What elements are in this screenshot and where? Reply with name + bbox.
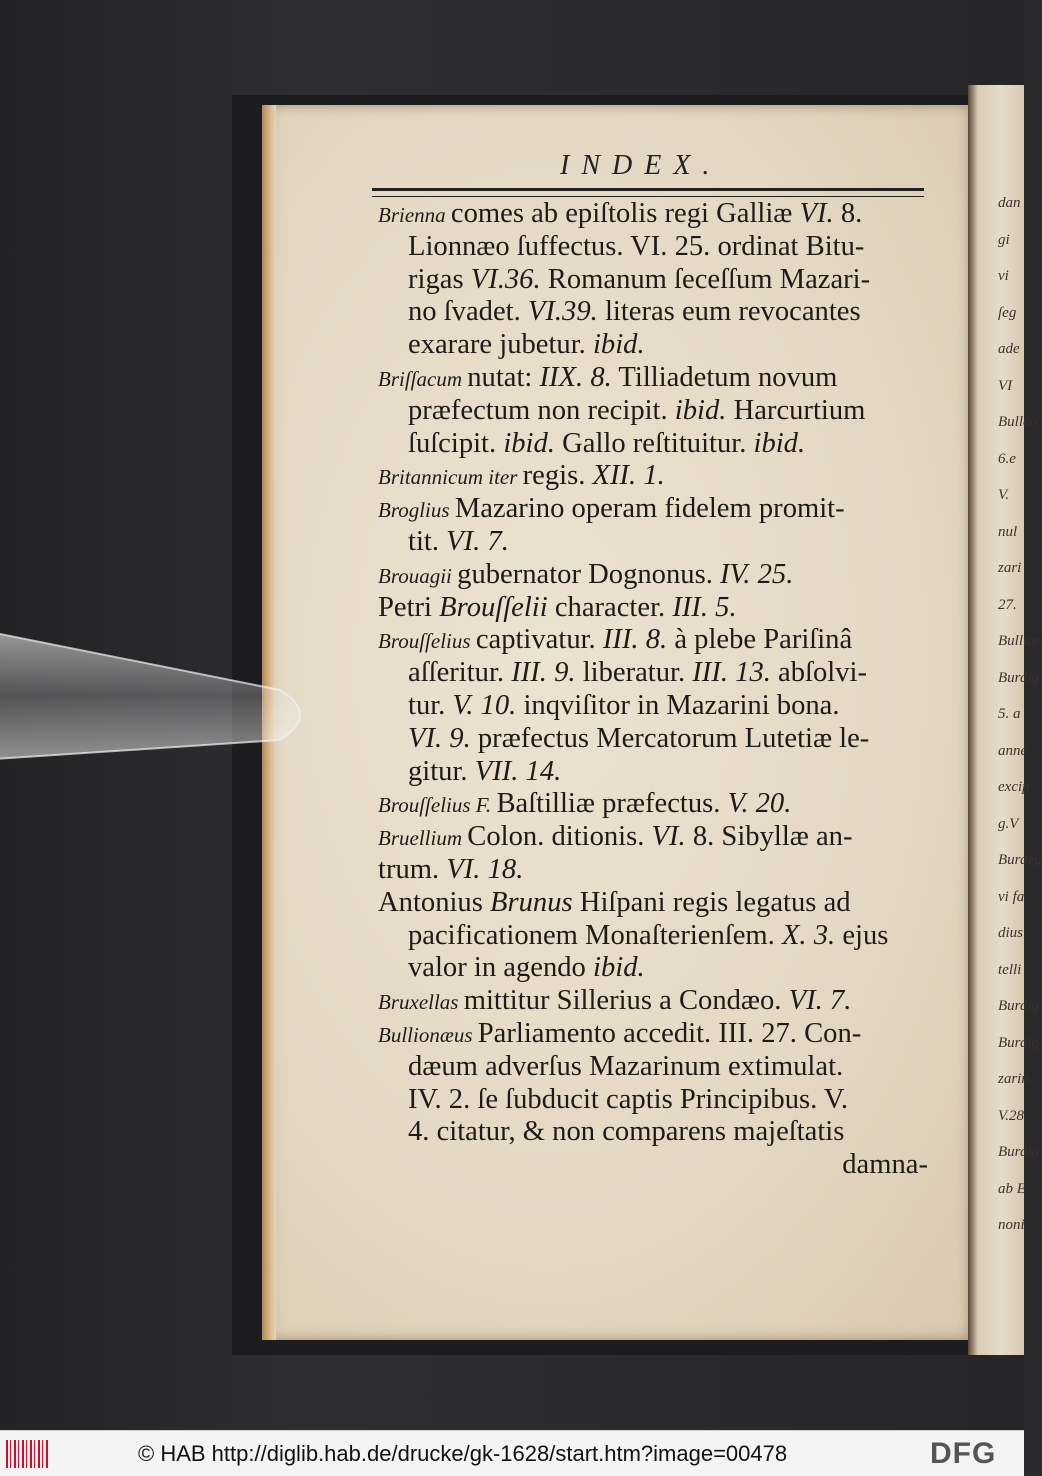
index-line	[378, 624, 928, 657]
index-line	[378, 1051, 928, 1084]
page-gutter-edge	[262, 105, 276, 1340]
adjacent-page-fragment: ade	[998, 341, 1020, 357]
index-reference: III. 5.	[672, 591, 737, 623]
adjacent-page-fragment: anne	[998, 742, 1028, 759]
index-text: exarare jubetur.	[408, 329, 593, 361]
index-line	[378, 460, 928, 493]
index-line	[378, 952, 928, 985]
index-line	[378, 723, 928, 756]
index-reference: V. 10.	[452, 689, 517, 721]
index-line	[378, 329, 928, 362]
index-text: ejus	[835, 919, 889, 951]
index-text: gubernator Dognonus.	[457, 558, 720, 590]
library-logo-icon	[6, 1440, 48, 1468]
header-rule	[372, 188, 924, 197]
index-line	[378, 559, 928, 592]
index-reference: ibid.	[753, 427, 806, 459]
index-line	[378, 395, 928, 428]
index-text: mittitur Sillerius a Condæo.	[463, 985, 789, 1017]
index-text: character.	[547, 591, 673, 623]
adjacent-page-fragment: Burdig	[998, 669, 1040, 686]
index-text: Tilliadetum novum	[611, 361, 838, 393]
index-reference: VI.	[651, 821, 686, 853]
index-text: dæum adverſus Mazarinum extimulat.	[408, 1050, 844, 1082]
index-line	[378, 887, 928, 920]
adjacent-page-fragment: 6.e	[998, 450, 1016, 467]
adjacent-page-fragment: V.28.	[998, 1107, 1028, 1124]
index-keyword: Britannicum iter	[378, 465, 523, 490]
adjacent-page-fragment: gi	[998, 231, 1010, 248]
index-text: valor in agendo	[408, 952, 594, 984]
index-text: Colon. ditionis.	[467, 821, 652, 853]
index-text: aſſeritur.	[408, 657, 512, 689]
adjacent-page-fragment: Burdig	[998, 1144, 1040, 1160]
index-line	[378, 985, 928, 1018]
index-reference: VI. 7.	[446, 525, 509, 557]
index-text: Gallo reſtituitur.	[554, 427, 754, 459]
index-text: gitur.	[408, 755, 475, 787]
adjacent-page-fragment: zari	[998, 560, 1022, 576]
index-text: no ſvadet.	[408, 296, 528, 328]
index-reference: VI. 9.	[408, 722, 471, 754]
index-text: pacificationem Monaſterienſem.	[408, 919, 782, 951]
index-reference: Brunus	[490, 886, 573, 918]
index-line	[378, 296, 928, 329]
index-line	[378, 1149, 928, 1182]
index-line	[378, 788, 928, 821]
adjacent-page-fragment: excip	[998, 779, 1030, 795]
index-keyword: Brienna	[378, 203, 451, 227]
adjacent-page-fragment: Burdig	[998, 1034, 1040, 1051]
adjacent-page-fragment: V.	[998, 487, 1009, 503]
index-line	[378, 1116, 928, 1149]
index-text: 4. citatur, & non comparens majeſtatis	[408, 1116, 845, 1148]
footer-bar	[0, 1430, 1024, 1476]
index-text: à plebe Pariſinâ	[667, 624, 853, 656]
index-line	[378, 362, 928, 395]
index-line	[378, 690, 928, 723]
index-text: captivatur.	[475, 624, 603, 656]
index-text: Baſtilliæ præfectus.	[496, 788, 728, 820]
adjacent-page-fragment: vi fa	[998, 888, 1025, 905]
index-keyword: Broglius	[378, 498, 455, 523]
index-text: Antonius	[378, 886, 491, 918]
index-reference: VI.39.	[527, 296, 598, 328]
adjacent-page-fragment: Burdig	[998, 998, 1040, 1014]
index-line	[378, 493, 928, 526]
index-text: liberatur.	[575, 657, 693, 689]
index-line	[378, 592, 928, 625]
index-reference: VI. 18.	[446, 853, 524, 885]
adjacent-page-fragment: 5. a	[998, 706, 1021, 722]
index-reference: VI.	[799, 198, 834, 229]
index-text: Petri	[378, 591, 440, 623]
adjacent-page-fragment: Bulleo	[998, 414, 1038, 430]
index-reference: IV. 25.	[720, 558, 794, 590]
adjacent-page-fragment: vi	[998, 268, 1009, 284]
index-line	[378, 231, 928, 264]
index-text: Parliamento accedit. III. 27. Con-	[477, 1017, 862, 1049]
index-line	[378, 920, 928, 953]
index-text: 8. Sibyllæ an-	[685, 821, 853, 853]
index-text: Harcurtium	[726, 394, 866, 426]
index-reference: III. 9.	[511, 657, 576, 689]
index-line	[378, 1084, 928, 1117]
index-text: regis.	[522, 460, 593, 492]
index-text: trum.	[378, 853, 447, 885]
index-text: tur.	[408, 689, 453, 721]
index-reference: X. 3.	[781, 919, 836, 951]
index-reference: XII. 1.	[592, 460, 665, 492]
index-reference: ibid.	[674, 394, 727, 426]
adjacent-page-fragment: telli	[998, 961, 1022, 978]
adjacent-page-fragment: g.V	[998, 815, 1019, 832]
index-reference: Brouſſelii	[439, 591, 548, 623]
index-text: præfectum non recipit.	[408, 394, 675, 426]
index-text: præfectus Mercatorum Lutetiæ le-	[470, 722, 870, 754]
index-keyword: Brouagii	[378, 563, 458, 588]
index-line	[378, 657, 928, 690]
index-text: comes ab epiſtolis regi Galliæ	[450, 198, 800, 229]
index-reference: III. 8.	[602, 624, 668, 656]
index-text: inqviſitor in Mazarini bona.	[516, 689, 840, 721]
index-text: damna-	[842, 1149, 928, 1181]
index-reference: III. 13.	[692, 657, 771, 689]
adjacent-page-fragment: nul	[998, 523, 1018, 540]
index-text: Romanum ſeceſſum Mazari-	[540, 263, 871, 295]
index-keyword: Bruxellas	[378, 990, 464, 1015]
adjacent-page-strip	[968, 85, 1042, 1355]
index-line	[378, 756, 928, 789]
adjacent-page-fragment: Burdeg	[998, 852, 1042, 868]
index-text: Hiſpani regis legatus ad	[572, 886, 851, 918]
index-text: abſolvi-	[770, 657, 867, 689]
index-line	[378, 1018, 928, 1051]
index-text: Mazarino operam fidelem promit-	[454, 493, 845, 525]
index-reference: VI. 7.	[788, 985, 852, 1017]
index-line	[378, 526, 928, 559]
index-text: ſuſcipit.	[408, 427, 504, 459]
index-reference: IIX. 8.	[539, 361, 612, 393]
index-keyword: Brouſſelius F.	[378, 793, 497, 818]
index-text: 8.	[833, 198, 863, 229]
index-reference: VI.36.	[470, 263, 541, 295]
index-keyword: Briſſacum	[378, 366, 468, 391]
index-line	[378, 428, 928, 461]
index-line	[378, 264, 928, 297]
copyright-link[interactable]: © HAB http://diglib.hab.de/drucke/gk-1628/start.htm?image=00478	[138, 1441, 788, 1466]
page-header: INDEX.	[560, 150, 722, 181]
index-reference: ibid.	[592, 329, 645, 361]
index-text: IV. 2. ſe ſubducit captis Principibus. V.	[408, 1083, 849, 1115]
index-keyword: Brouſſelius	[378, 629, 476, 654]
adjacent-page-fragment: zarin	[998, 1071, 1029, 1087]
index-text: tit.	[408, 525, 447, 557]
index-reference: VII. 14.	[474, 755, 562, 787]
index-reference: V. 20.	[727, 788, 792, 820]
index-line	[378, 198, 928, 231]
adjacent-page-fragment: 27.	[998, 596, 1017, 613]
adjacent-page-fragment: Bullion	[998, 633, 1042, 649]
index-line	[378, 854, 928, 887]
dfg-logo: DFG	[930, 1437, 997, 1470]
adjacent-page-fragment: dius	[998, 925, 1024, 941]
index-reference: ibid.	[503, 427, 555, 459]
adjacent-page-fragment: dan	[998, 195, 1021, 211]
index-keyword: Bullionæus	[378, 1022, 478, 1047]
index-text: nutat:	[467, 361, 540, 393]
index-line	[378, 821, 928, 854]
adjacent-page-fragment: noni	[998, 1217, 1025, 1233]
adjacent-page-fragment: ab E	[998, 1180, 1026, 1197]
index-text: Lionnæo ſuffectus. VI. 25. ordinat Bitu-	[408, 230, 865, 262]
adjacent-page-fragment: ſeg	[998, 304, 1017, 321]
index-text: rigas	[408, 263, 471, 295]
index-reference: ibid.	[593, 952, 645, 984]
index-text: literas eum revocantes	[597, 296, 861, 328]
adjacent-page-fragment: VI	[998, 377, 1013, 394]
index-text-block	[378, 198, 928, 1182]
index-keyword: Bruellium	[378, 826, 468, 851]
